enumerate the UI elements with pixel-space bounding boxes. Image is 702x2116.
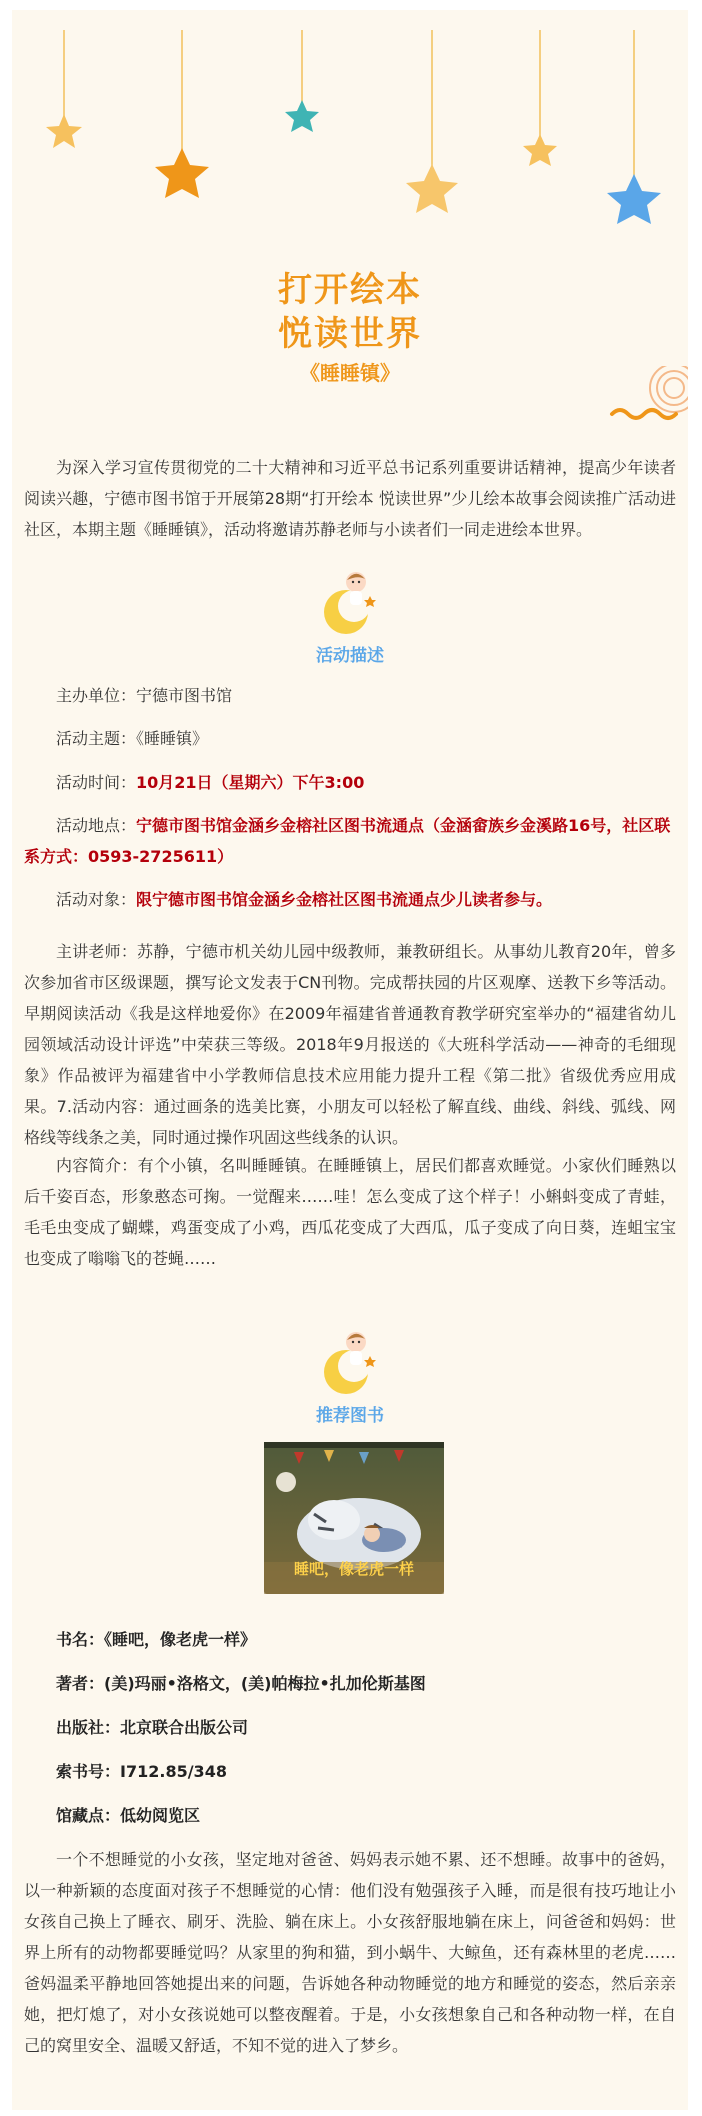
star-icon [155, 148, 209, 198]
time-row [24, 767, 676, 798]
theme-label: 活动主题： [56, 729, 137, 748]
book-name-label: 书名： [56, 1630, 105, 1649]
intro-paragraph: 为深入学习宣传贯彻党的二十大精神和习近平总书记系列重要讲话精神，提高少年读者阅读兴趣，宁德市图书馆于开展第28期“打开绘本 悦读世界”少儿绘本故事会阅读推广活动进社区，本期主题《睡睡镇》，活动将邀请苏静老师与小读者们一同走进绘本世界。 [24, 458, 676, 539]
time-label: 活动时间： [56, 773, 137, 792]
book-location-value: 低幼阅览区 [120, 1806, 201, 1825]
activity-section-title: 活动描述 [316, 646, 384, 666]
page-title-line1: 打开绘本 [278, 270, 422, 310]
kid-on-moon-icon [318, 1326, 382, 1398]
summary-paragraph: 内容简介：有个小镇，名叫睡睡镇。在睡睡镇上，居民们都喜欢睡觉。小家伙们睡熟以后千姿百态，形象憨态可掬。一觉醒来……哇！怎么变成了这个样子！小蝌蚪变成了青蛙，毛毛虫变成了蝴蝶，鸡蛋变成了小鸡，西瓜花变成了大西瓜，瓜子变成了向日葵，连蛆宝宝也变成了嗡嗡飞的苍蝇…… [24, 1156, 676, 1268]
location-value: 宁德市图书馆金涵乡金榕社区图书流通点（金涵畲族乡金溪路16号，社区联系方式：0593-2725611） [24, 816, 671, 866]
book-call-number-label: 索书号： [56, 1762, 121, 1781]
location-row [24, 810, 676, 872]
book-description-paragraph: 一个不想睡觉的小女孩，坚定地对爸爸、妈妈表示她不累、还不想睡。故事中的爸妈，以一种新颖的态度面对孩子不想睡觉的心情：他们没有勉强孩子入睡，而是很有技巧地让小女孩自己换上了睡衣、刷牙、洗脸、躺在床上。小女孩舒服地躺在床上，问爸爸和妈妈：世界上所有的动物都要睡觉吗？从家里的狗和猫，到小蜗牛、大鲸鱼，还有森林里的老虎……爸妈温柔平静地回答她提出来的问题，告诉她各种动物睡觉的地方和睡觉的姿态，然后亲亲她，把灯熄了，对小女孩说她可以整夜醒着。于是，小女孩想象自己和各种动物一样，在自己的窝里安全、温暖又舒适，不知不觉的进入了梦乡。 [24, 1850, 676, 2055]
organizer-row [24, 680, 676, 711]
book-name-value: 《睡吧，像老虎一样》 [104, 1630, 257, 1649]
star-icon [607, 174, 661, 224]
book-cover-title: 睡吧，像老虎一样 [293, 1560, 415, 1578]
article-card [12, 10, 688, 2110]
kid-on-moon-icon [318, 566, 382, 638]
star-icon [406, 164, 458, 213]
page-subtitle: 《睡睡镇》 [300, 361, 400, 385]
activity-section-header [12, 566, 688, 668]
theme-value: 《睡睡镇》 [136, 729, 209, 748]
decorative-circles [608, 366, 688, 436]
book-call-number-row [24, 1756, 676, 1787]
hanging-stars-decoration [12, 10, 688, 250]
audience-value: 限宁德市图书馆金涵乡金榕社区图书流通点少儿读者参与。 [136, 890, 553, 909]
speaker-paragraph: 主讲老师：苏静，宁德市机关幼儿园中级教师，兼教研组长。从事幼儿教育20年，曾多次参加省市区级课题，撰写论文发表于CN刊物。完成帮扶园的片区观摩、送教下乡等活动。早期阅读活动《我是这样地爱你》在2009年福建省普通教育教学研究室举办的“福建省幼儿园领域活动设计评选”中荣获三等级。2018年9月报送的《大班科学活动——神奇的毛细现象》作品被评为福建省中小学教师信息技术应用能力提升工程《第二批》省级优秀应用成果。7.活动内容：通过画条的选美比赛，小朋友可以轻松了解直线、曲线、斜线、弧线、网格线等线条之美，同时通过操作巩固这些线条的认识。 [24, 942, 676, 1147]
star-icon [523, 134, 557, 166]
book-author-row [24, 1668, 676, 1699]
book-publisher-label: 出版社： [56, 1718, 121, 1737]
book-location-row [24, 1800, 676, 1831]
organizer-value: 宁德市图书馆 [136, 686, 233, 705]
title-block [12, 268, 688, 388]
book-publisher-row [24, 1712, 676, 1743]
book-section-header [12, 1326, 688, 1428]
book-publisher-value: 北京联合出版公司 [120, 1718, 249, 1737]
book-section-title: 推荐图书 [316, 1406, 384, 1426]
book-author-label: 著者： [56, 1674, 105, 1693]
audience-label: 活动对象： [56, 890, 137, 909]
time-value: 10月21日（星期六）下午3:00 [136, 773, 365, 792]
location-label: 活动地点： [56, 816, 137, 835]
star-icon [46, 114, 82, 148]
book-call-number-value: I712.85/348 [120, 1762, 227, 1781]
audience-row [24, 884, 676, 915]
book-cover-image [264, 1442, 444, 1594]
book-author-value: (美)玛丽•洛格文，(美)帕梅拉•扎加伦斯基图 [104, 1674, 426, 1693]
star-icon [285, 100, 319, 132]
book-location-label: 馆藏点： [56, 1806, 121, 1825]
book-name-row [24, 1624, 676, 1655]
page-title-line2: 悦读世界 [278, 314, 422, 354]
organizer-label: 主办单位： [56, 686, 137, 705]
theme-row [24, 723, 676, 754]
